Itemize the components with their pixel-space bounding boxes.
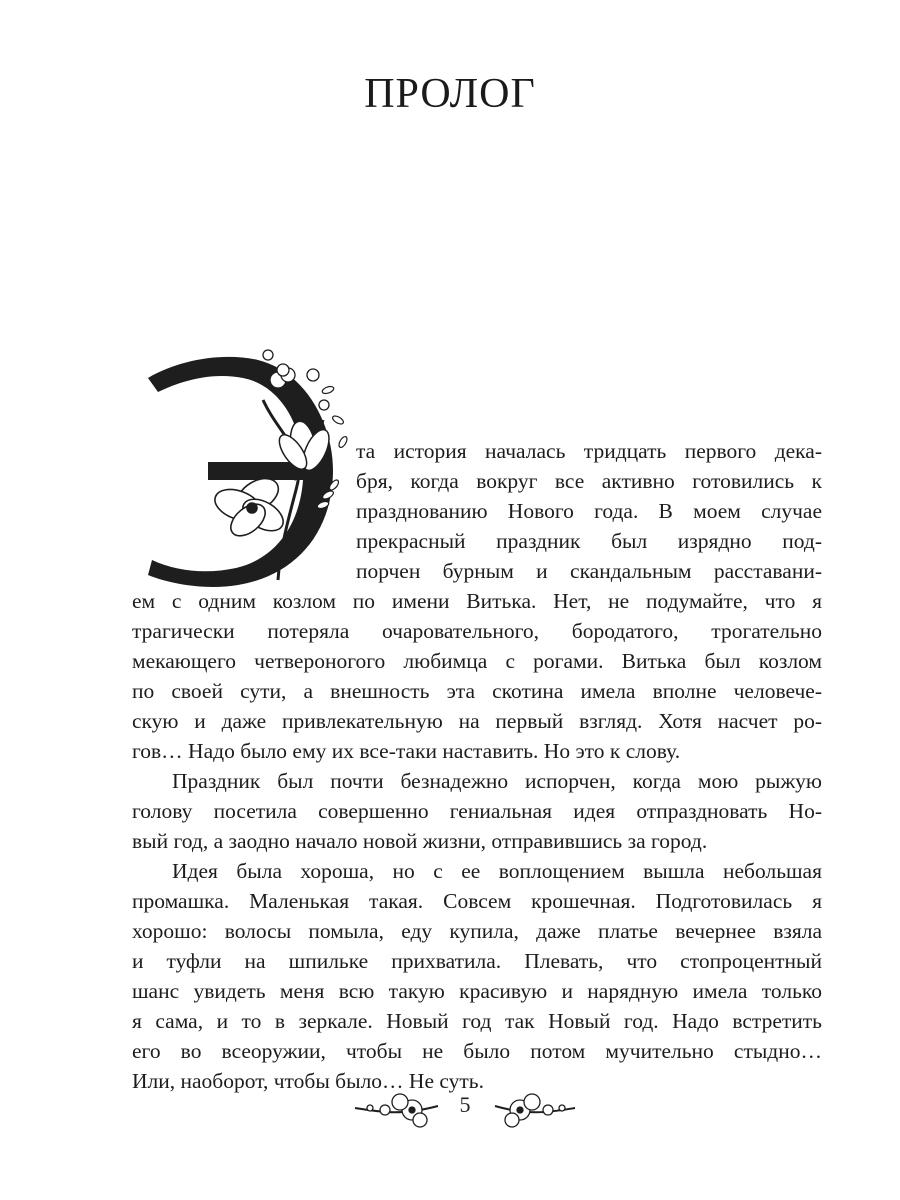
paragraph-1-line-4: прекрасный праздник был изрядно под-: [356, 529, 822, 553]
magnolia-flower-large: [211, 472, 289, 542]
paragraph-2-line-2: голову посетила совершенно гениальная идея отпраздновать Но-: [132, 799, 822, 823]
chapter-title: ПРОЛОГ: [364, 71, 536, 117]
paragraph-3-line-3: хорошо: волосы помыла, еду купила, даже платье вечернее взяла: [132, 919, 822, 943]
paragraph-1-line-10: скую и даже привлекательную на первый взгляд. Хотя насчет ро-: [132, 709, 822, 733]
paragraph-1-line-5: порчен бурным и скандальным расставани-: [356, 559, 822, 583]
paragraph-2-line-1: Праздник был почти безнадежно испорчен, когда мою рыжую: [172, 769, 822, 793]
drop-cap-letter-shape: [148, 357, 333, 587]
paragraph-1-line-7: трагически потеряла очаровательного, бородатого, трогательно: [132, 619, 822, 643]
paragraph-2-line-3: вый год, а заодно начало новой жизни, отправившись за город.: [132, 829, 708, 853]
right-flower-branch-icon: [495, 1094, 575, 1127]
paragraph-1-line-11: гов… Надо было ему их все-таки наставить. Но это к слову.: [132, 739, 681, 763]
drop-cap-illustration: [128, 330, 358, 588]
paragraph-3-line-7: его во всеоружии, чтобы не было потом мучительно стыдно…: [132, 1039, 822, 1063]
left-flower-branch-icon: [355, 1094, 438, 1127]
paragraph-1-line-1: та история началась тридцать первого дека-: [356, 439, 822, 463]
paragraph-3-line-1: Идея была хороша, но с ее воплощением вышла небольшая: [172, 859, 822, 883]
paragraph-1-line-6: ем с одним козлом по имени Витька. Нет, не подумайте, что я: [132, 589, 822, 613]
paragraph-1-line-2: бря, когда вокруг все активно готовились к: [356, 469, 822, 493]
paragraph-1-line-8: мекающего четвероногого любимца с рогами. Витька был козлом: [132, 649, 822, 673]
paragraph-1-line-9: по своей сути, а внешность эта скотина имела вполне человече-: [132, 679, 822, 703]
paragraph-3-line-4: и туфли на шпильке прихватила. Плевать, что стопроцентный: [132, 949, 822, 973]
page-number: 5: [459, 1092, 471, 1117]
paragraph-3-line-5: шанс увидеть меня всю такую красивую и нарядную имела только: [132, 979, 822, 1003]
paragraph-1-line-3: празднованию Нового года. В моем случае: [356, 499, 822, 523]
paragraph-3-line-6: я сама, и то в зеркале. Новый год так Новый год. Надо встретить: [132, 1009, 822, 1033]
paragraph-3-line-8: Или, наоборот, чтобы было… Не суть.: [132, 1069, 484, 1093]
paragraph-3-line-2: промашка. Маленькая такая. Совсем крошечная. Подготовилась я: [132, 889, 822, 913]
